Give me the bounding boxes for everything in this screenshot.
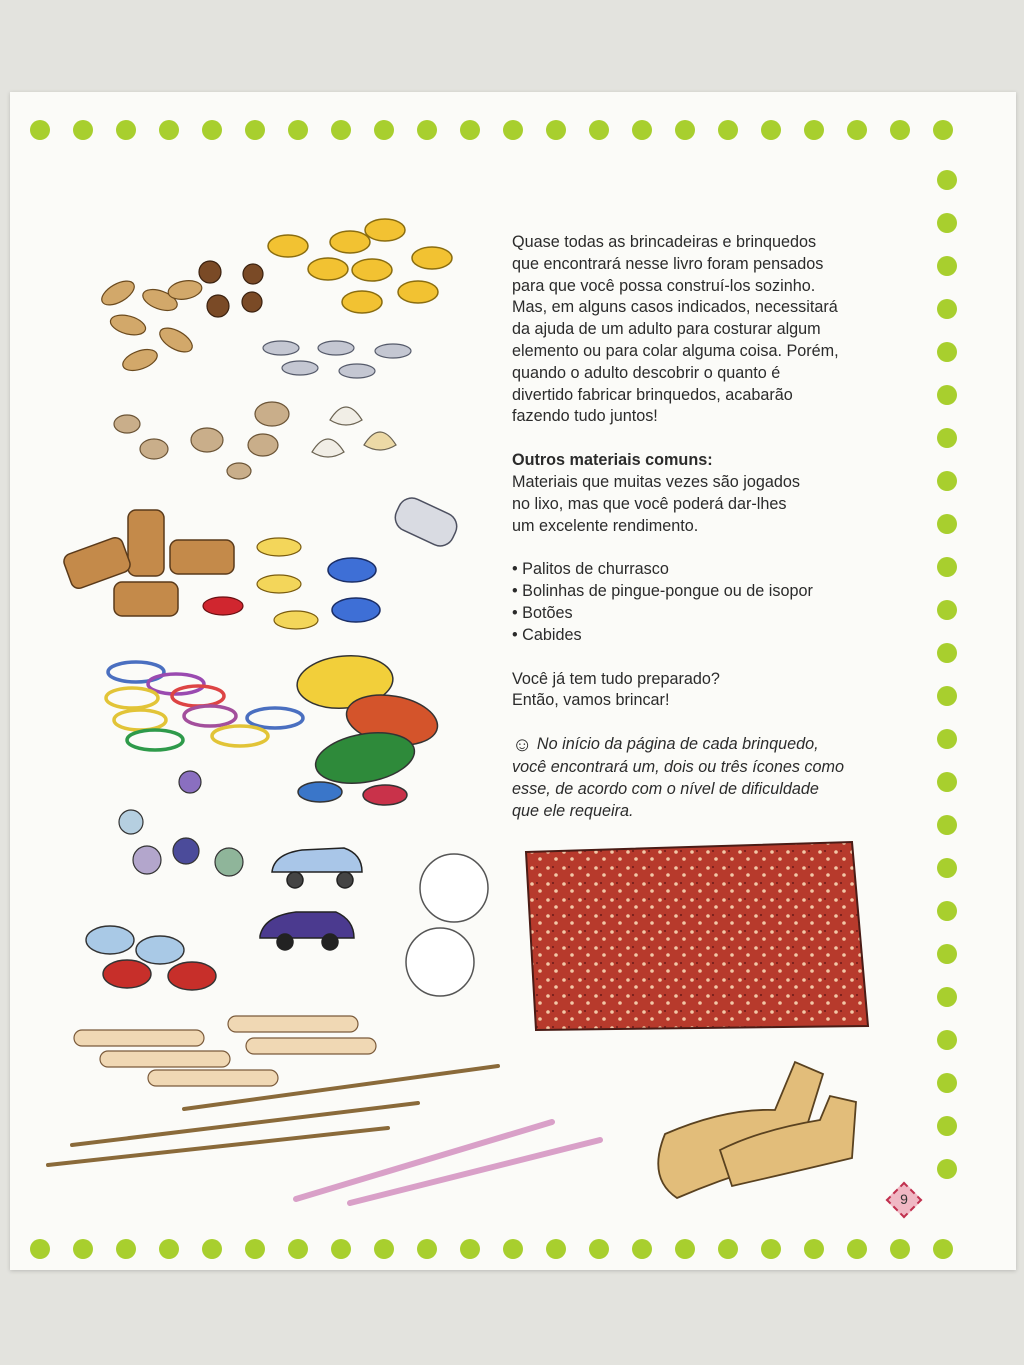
marbles [119, 771, 243, 876]
materials-list [512, 559, 892, 646]
materials-description: Materiais que muitas vezes são jogados no lixo, mas que você poderá dar-lhes um excelente rendimento. [512, 472, 800, 535]
list-item: • Botões [512, 603, 892, 625]
list-item: • Cabides [512, 625, 892, 647]
shells [312, 407, 396, 457]
fabric [526, 842, 868, 1030]
toy-cars [260, 848, 362, 950]
washers [263, 341, 411, 378]
hazelnuts [199, 261, 263, 317]
pebbles [114, 402, 289, 479]
socks [658, 1062, 856, 1198]
materials-heading: Outros materiais comuns: [512, 451, 713, 470]
can-tab [391, 493, 462, 550]
closing-paragraph: Você já tem tudo preparado? Então, vamos brincar! [512, 669, 720, 710]
tip-text: No início da página de cada brinquedo, você encontrará um, dois ou três ícones como esse, de acordo com o nível de dificuldade que ele requeira. [512, 735, 845, 820]
list-item: • Bolinhas de pingue-pongue ou de isopor [512, 581, 892, 603]
smiley-icon: ☺ [512, 734, 533, 757]
difficulty-tip [512, 734, 892, 822]
ice-cream-sticks [74, 1016, 376, 1086]
page-number: 9 [900, 1191, 908, 1207]
blue-caps [328, 558, 380, 622]
balloons [295, 652, 442, 805]
rubber-bands [106, 662, 303, 750]
intro-paragraph: Quase todas as brincadeiras e brinquedos que encontrará nesse livro foram pensados para que você possa construí-los sozinho. Mas, em alguns casos indicados, necessitará da ajuda de um adulto para costurar algum elemento ou para colar alguma coisa. Porém, quando o adulto descobrir o quanto é divertido fabricar brinquedos, acabarão fazendo tudo juntos! [512, 233, 839, 426]
page-number-badge [886, 1182, 922, 1218]
list-item: • Palitos de churrasco [512, 559, 892, 581]
yellow-caps [268, 219, 452, 313]
text-column [512, 232, 892, 844]
almonds [98, 276, 203, 374]
buttons [86, 926, 216, 990]
ping-pong-balls [406, 854, 488, 996]
